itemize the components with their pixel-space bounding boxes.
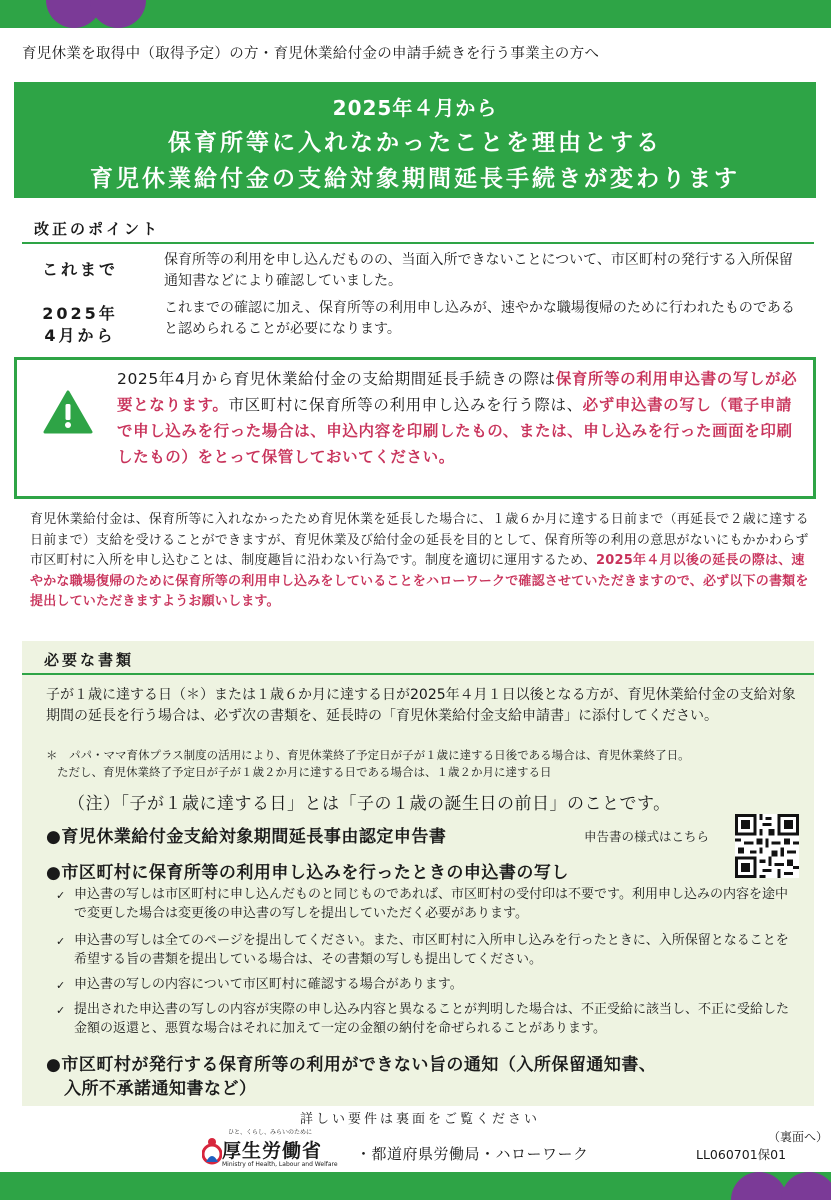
check-icon: ✓ (56, 889, 66, 902)
description-plain: 育児休業給付金は、保育所等に入れなかったため育児休業を延長した場合に、１歳６か月に達する日前まで（再延長で２歳に達する日前まで）支給を受けることができますが、育児休業及び給付金の延長を目的として、保育所等の利用の意思がないにもかかわらず市区町村に入所を申し込むことは、制度趣旨に沿わない行為です。制度を適切に運用するため、 (30, 512, 809, 568)
documents-note-line-1: ＊ パパ・ママ育休プラス制度の活用により、育児休業終了予定日が子が１歳に達する日後である場合は、育児休業終了日。 (46, 748, 690, 762)
title-line-1: 2025年４月から (332, 96, 498, 120)
ministry-tagline: ひと、くらし、みらいのために (228, 1129, 313, 1136)
documents-caution: （注）「子が１歳に達する日」とは「子の１歳の誕生日の前日」のことです。 (68, 794, 671, 814)
documents-note (46, 747, 796, 781)
documents-heading: 必要な書類 (22, 641, 814, 675)
title-banner (14, 82, 816, 198)
after-text: これまでの確認に加え、保育所等の利用申し込みが、速やかな職場復帰のために行われたものであると認められることが必要になります。 (164, 300, 795, 337)
back-page-label: （裏面へ） (768, 1130, 829, 1144)
description-emphasis: 2025年４月以後の延長の際は、速やかな職場復帰のために保育所等の利用申し込みをしていることをハローワークで確認させていただきますので、必ず以下の書類を提出していただきますようお願いします。 (30, 553, 809, 609)
document-code: LL060701保01 (696, 1147, 787, 1162)
check-item-3: 申込書の写しの内容について市区町村に確認する場合があります。 (74, 977, 463, 992)
document-item-3-line-2: 入所不承諾通知書など） (64, 1079, 257, 1099)
check-icon: ✓ (56, 979, 66, 992)
bottom-green-bar (0, 1172, 831, 1200)
documents-note-line-2: ただし、育児休業終了予定日が子が１歳２か月に達する日である場合は、１歳２か月に達する日 (57, 765, 552, 779)
document-item-2: ●市区町村に保育所等の利用申し込みを行ったときの申込書の写し (46, 863, 569, 883)
warning-part-4: 必ず申込書の写し（電子申請で申し込みを行った場合は、申込内容を印刷したもの、または、申し込みを行った画面を印刷したもの）をとって保管しておいてください。 (117, 396, 793, 466)
ministry-name-english: Ministry of Health, Labour and Welfare (222, 1161, 338, 1168)
qr-label: 申告書の様式はこちら (584, 829, 710, 844)
check-item-4: 提出された申込書の写しの内容が実際の申し込み内容と異なることが判明した場合は、不正受給に該当し、不正に受給した金額の返還と、悪質な場合はそれに加えて一定の金額の納付を命ぜられることがあります。 (74, 1002, 790, 1036)
warning-part-2: 保育所等の利用申込書の写しが必要となります。 (117, 370, 798, 414)
qr-code-icon[interactable] (735, 814, 799, 878)
ministry-name: 厚生労働省 (222, 1140, 323, 1162)
audience-line: 育児休業を取得中（取得予定）の方・育児休業給付金の申請手続きを行う事業主の方へ (22, 46, 600, 62)
before-text: 保育所等の利用を申し込んだものの、当面入所できないことについて、市区町村の発行する入所保留通知書などにより確認していました。 (164, 252, 793, 289)
points-heading: 改正のポイント (22, 212, 814, 244)
before-label: これまで (41, 260, 118, 279)
after-label-month: 4月から (44, 326, 116, 345)
document-item-1: ●育児休業給付金支給対象期間延長事由認定申告書 (46, 827, 447, 847)
see-back-note: 詳しい要件は裏面をご覧ください (299, 1112, 540, 1127)
check-icon: ✓ (56, 1004, 66, 1017)
document-item-3-line-1: ●市区町村が発行する保育所等の利用ができない旨の通知（入所保留通知書、 (46, 1055, 657, 1075)
warning-text (117, 366, 807, 470)
check-item-2: 申込書の写しは全てのページを提出してください。また、市区町村に入所申し込みを行ったときに、入所保留となることを希望する旨の書類を提出している場合は、その書類の写しも提出してください。 (74, 933, 789, 967)
check-item-1: 申込書の写しは市区町村に申し込んだものと同じものであれば、市区町村の受付印は不要です。利用申し込みの内容を途中で変更した場合は変更後の申込書の写しを提出していただく必要があります。 (74, 887, 788, 921)
exclamation-icon (43, 390, 93, 434)
warning-box (14, 357, 816, 499)
warning-part-3: 市区町村に保育所等の利用申し込みを行う際は、 (228, 396, 583, 414)
offices-text: ・都道府県労働局・ハローワーク (356, 1145, 589, 1163)
title-line-2: 保育所等に入れなかったことを理由とする (168, 130, 662, 156)
mhlw-logo-icon (202, 1128, 222, 1172)
check-icon: ✓ (56, 935, 66, 948)
documents-intro: 子が１歳に達する日（＊）または１歳６か月に達する日が2025年４月１日以後となる方が、育児休業給付金の支給対象期間の延長を行う場合は、必ず次の書類を、延長時の「育児休業給付金支給申請書」に添付してください。 (46, 687, 796, 724)
warning-part-1: 2025年4月から育児休業給付金の支給期間延長手続きの際は (117, 370, 556, 388)
description-paragraph (30, 510, 812, 613)
after-label-year: 2025年 (42, 304, 118, 323)
title-line-3: 育児休業給付金の支給対象期間延長手続きが変わります (90, 166, 740, 192)
